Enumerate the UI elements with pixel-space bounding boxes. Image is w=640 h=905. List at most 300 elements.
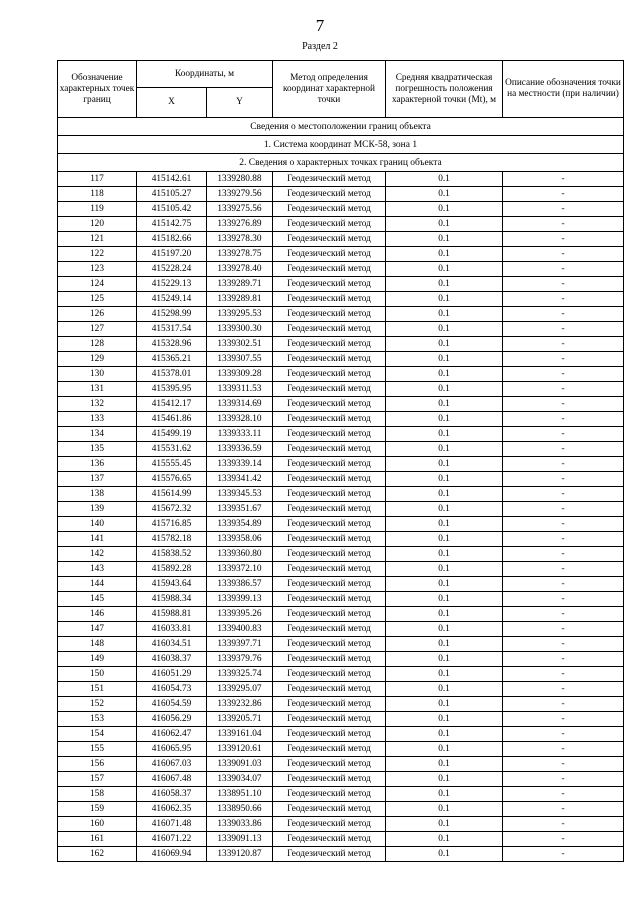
cell-coord-y: 1339325.74: [207, 667, 273, 682]
cell-description: -: [503, 202, 624, 217]
cell-description: -: [503, 367, 624, 382]
cell-description: -: [503, 322, 624, 337]
table-row: [58, 547, 624, 562]
cell-coord-y: 1339279.56: [207, 187, 273, 202]
cell-description: -: [503, 637, 624, 652]
cell-coord-y: 1339386.57: [207, 577, 273, 592]
cell-description: -: [503, 697, 624, 712]
banner-coordinate-system: 1. Система координат МСК-58, зона 1: [58, 136, 624, 154]
cell-description: -: [503, 262, 624, 277]
cell-coord-x: 416034.51: [137, 637, 207, 652]
cell-coord-x: 415988.81: [137, 607, 207, 622]
cell-description: -: [503, 622, 624, 637]
cell-coord-x: 416062.47: [137, 727, 207, 742]
cell-accuracy: 0.1: [386, 262, 503, 277]
cell-method: Геодезический метод: [273, 337, 386, 352]
cell-description: -: [503, 412, 624, 427]
cell-point-id: 161: [58, 832, 137, 847]
cell-point-id: 145: [58, 592, 137, 607]
cell-method: Геодезический метод: [273, 382, 386, 397]
cell-coord-y: 1339091.13: [207, 832, 273, 847]
cell-point-id: 120: [58, 217, 137, 232]
cell-accuracy: 0.1: [386, 577, 503, 592]
cell-accuracy: 0.1: [386, 832, 503, 847]
cell-point-id: 134: [58, 427, 137, 442]
cell-accuracy: 0.1: [386, 247, 503, 262]
cell-description: -: [503, 487, 624, 502]
table-body: [58, 172, 624, 862]
cell-coord-x: 415461.86: [137, 412, 207, 427]
cell-coord-y: 1339289.71: [207, 277, 273, 292]
cell-accuracy: 0.1: [386, 817, 503, 832]
table-row: [58, 712, 624, 727]
cell-method: Геодезический метод: [273, 607, 386, 622]
cell-accuracy: 0.1: [386, 322, 503, 337]
cell-method: Геодезический метод: [273, 637, 386, 652]
cell-accuracy: 0.1: [386, 517, 503, 532]
cell-accuracy: 0.1: [386, 217, 503, 232]
cell-description: -: [503, 847, 624, 862]
header-point: Обозначение характерных точек границ: [58, 61, 137, 118]
cell-point-id: 136: [58, 457, 137, 472]
cell-method: Геодезический метод: [273, 667, 386, 682]
cell-point-id: 122: [58, 247, 137, 262]
cell-coord-y: 1339314.69: [207, 397, 273, 412]
cell-coord-x: 415228.24: [137, 262, 207, 277]
cell-method: Геодезический метод: [273, 817, 386, 832]
cell-method: Геодезический метод: [273, 217, 386, 232]
cell-description: -: [503, 652, 624, 667]
cell-coord-y: 1339120.87: [207, 847, 273, 862]
cell-coord-x: 415298.99: [137, 307, 207, 322]
cell-description: -: [503, 667, 624, 682]
table-row: [58, 457, 624, 472]
cell-point-id: 149: [58, 652, 137, 667]
cell-coord-x: 416058.37: [137, 787, 207, 802]
cell-coord-y: 1339379.76: [207, 652, 273, 667]
cell-description: -: [503, 277, 624, 292]
cell-coord-y: 1339345.53: [207, 487, 273, 502]
cell-description: -: [503, 232, 624, 247]
cell-coord-y: 1339280.88: [207, 172, 273, 187]
cell-coord-y: 1339275.56: [207, 202, 273, 217]
cell-coord-y: 1339336.59: [207, 442, 273, 457]
table-row: [58, 757, 624, 772]
cell-description: -: [503, 607, 624, 622]
cell-description: -: [503, 832, 624, 847]
cell-coord-y: 1339120.61: [207, 742, 273, 757]
table-row: [58, 832, 624, 847]
cell-coord-y: 1339278.30: [207, 232, 273, 247]
cell-method: Геодезический метод: [273, 292, 386, 307]
table-row: [58, 742, 624, 757]
cell-coord-x: 416065.95: [137, 742, 207, 757]
table-row: [58, 382, 624, 397]
cell-method: Геодезический метод: [273, 247, 386, 262]
cell-coord-x: 416054.73: [137, 682, 207, 697]
table-row: [58, 472, 624, 487]
cell-description: -: [503, 772, 624, 787]
cell-method: Геодезический метод: [273, 457, 386, 472]
cell-point-id: 156: [58, 757, 137, 772]
cell-coord-x: 415412.17: [137, 397, 207, 412]
cell-coord-x: 415576.65: [137, 472, 207, 487]
cell-coord-y: 1339307.55: [207, 352, 273, 367]
cell-point-id: 155: [58, 742, 137, 757]
cell-point-id: 152: [58, 697, 137, 712]
cell-point-id: 128: [58, 337, 137, 352]
cell-coord-x: 415672.32: [137, 502, 207, 517]
cell-coord-x: 415317.54: [137, 322, 207, 337]
cell-point-id: 143: [58, 562, 137, 577]
table-row: [58, 577, 624, 592]
cell-coord-x: 416071.22: [137, 832, 207, 847]
cell-point-id: 140: [58, 517, 137, 532]
cell-description: -: [503, 217, 624, 232]
table-row: [58, 607, 624, 622]
cell-coord-x: 415892.28: [137, 562, 207, 577]
table-row: [58, 397, 624, 412]
cell-accuracy: 0.1: [386, 652, 503, 667]
table-row: [58, 322, 624, 337]
cell-coord-x: 415378.01: [137, 367, 207, 382]
cell-method: Геодезический метод: [273, 772, 386, 787]
cell-method: Геодезический метод: [273, 172, 386, 187]
header-y: Y: [207, 88, 273, 118]
cell-coord-y: 1339333.11: [207, 427, 273, 442]
cell-coord-x: 416051.29: [137, 667, 207, 682]
cell-coord-x: 416033.81: [137, 622, 207, 637]
table-row: [58, 367, 624, 382]
cell-method: Геодезический метод: [273, 847, 386, 862]
table-row: [58, 352, 624, 367]
cell-coord-x: 415249.14: [137, 292, 207, 307]
cell-point-id: 126: [58, 307, 137, 322]
cell-accuracy: 0.1: [386, 457, 503, 472]
cell-method: Геодезический метод: [273, 472, 386, 487]
cell-method: Геодезический метод: [273, 712, 386, 727]
table-row: [58, 517, 624, 532]
cell-point-id: 159: [58, 802, 137, 817]
cell-description: -: [503, 307, 624, 322]
cell-accuracy: 0.1: [386, 592, 503, 607]
cell-method: Геодезический метод: [273, 517, 386, 532]
cell-method: Геодезический метод: [273, 547, 386, 562]
cell-coord-x: 416067.48: [137, 772, 207, 787]
cell-coord-y: 1339278.75: [207, 247, 273, 262]
cell-description: -: [503, 562, 624, 577]
table-row: [58, 652, 624, 667]
cell-description: -: [503, 502, 624, 517]
cell-coord-x: 415943.64: [137, 577, 207, 592]
cell-method: Геодезический метод: [273, 577, 386, 592]
cell-coord-y: 1339289.81: [207, 292, 273, 307]
cell-accuracy: 0.1: [386, 397, 503, 412]
cell-description: -: [503, 532, 624, 547]
cell-accuracy: 0.1: [386, 367, 503, 382]
cell-accuracy: 0.1: [386, 202, 503, 217]
cell-method: Геодезический метод: [273, 307, 386, 322]
banner-object-boundaries: Сведения о местоположении границ объекта: [58, 118, 624, 136]
cell-description: -: [503, 457, 624, 472]
page-number: 7: [315, 16, 325, 35]
section-title: Раздел 2: [302, 41, 338, 52]
cell-coord-x: 415838.52: [137, 547, 207, 562]
cell-coord-x: 416071.48: [137, 817, 207, 832]
cell-coord-x: 415365.21: [137, 352, 207, 367]
cell-coord-y: 1339276.89: [207, 217, 273, 232]
cell-method: Геодезический метод: [273, 652, 386, 667]
cell-coord-x: 415555.45: [137, 457, 207, 472]
cell-coord-y: 1338951.10: [207, 787, 273, 802]
cell-method: Геодезический метод: [273, 757, 386, 772]
cell-coord-x: 415395.95: [137, 382, 207, 397]
table-row: [58, 562, 624, 577]
table-row: [58, 487, 624, 502]
cell-method: Геодезический метод: [273, 322, 386, 337]
table-row: [58, 637, 624, 652]
cell-description: -: [503, 337, 624, 352]
cell-coord-y: 1339309.28: [207, 367, 273, 382]
table-row: [58, 502, 624, 517]
cell-coord-y: 1339339.14: [207, 457, 273, 472]
cell-accuracy: 0.1: [386, 502, 503, 517]
cell-accuracy: 0.1: [386, 757, 503, 772]
cell-method: Геодезический метод: [273, 697, 386, 712]
cell-accuracy: 0.1: [386, 472, 503, 487]
cell-method: Геодезический метод: [273, 232, 386, 247]
cell-description: -: [503, 517, 624, 532]
cell-method: Геодезический метод: [273, 187, 386, 202]
cell-coord-y: 1339232.86: [207, 697, 273, 712]
cell-point-id: 160: [58, 817, 137, 832]
table-row: [58, 427, 624, 442]
cell-point-id: 157: [58, 772, 137, 787]
cell-coord-x: 415499.19: [137, 427, 207, 442]
cell-coord-x: 415142.75: [137, 217, 207, 232]
cell-accuracy: 0.1: [386, 607, 503, 622]
table-row: [58, 847, 624, 862]
cell-point-id: 150: [58, 667, 137, 682]
header-x: X: [137, 88, 207, 118]
cell-coord-x: 415782.18: [137, 532, 207, 547]
cell-point-id: 117: [58, 172, 137, 187]
cell-accuracy: 0.1: [386, 412, 503, 427]
cell-coord-x: 416038.37: [137, 652, 207, 667]
cell-point-id: 153: [58, 712, 137, 727]
cell-coord-y: 1339311.53: [207, 382, 273, 397]
cell-accuracy: 0.1: [386, 442, 503, 457]
cell-method: Геодезический метод: [273, 682, 386, 697]
cell-coord-y: 1338950.66: [207, 802, 273, 817]
cell-point-id: 133: [58, 412, 137, 427]
table-row: [58, 817, 624, 832]
table-row: [58, 202, 624, 217]
boundary-points-table: [57, 60, 624, 862]
cell-coord-y: 1339341.42: [207, 472, 273, 487]
cell-accuracy: 0.1: [386, 637, 503, 652]
cell-point-id: 123: [58, 262, 137, 277]
cell-description: -: [503, 742, 624, 757]
cell-point-id: 147: [58, 622, 137, 637]
cell-point-id: 131: [58, 382, 137, 397]
cell-description: -: [503, 817, 624, 832]
cell-description: -: [503, 712, 624, 727]
cell-point-id: 139: [58, 502, 137, 517]
cell-description: -: [503, 727, 624, 742]
cell-description: -: [503, 292, 624, 307]
table-banners: [58, 118, 624, 172]
cell-method: Геодезический метод: [273, 727, 386, 742]
cell-description: -: [503, 172, 624, 187]
table-row: [58, 667, 624, 682]
cell-point-id: 130: [58, 367, 137, 382]
cell-accuracy: 0.1: [386, 487, 503, 502]
banner-characteristic-points: 2. Сведения о характерных точках границ объекта: [58, 154, 624, 172]
table-row: [58, 247, 624, 262]
table-header: [58, 61, 624, 118]
cell-accuracy: 0.1: [386, 292, 503, 307]
table-row: [58, 292, 624, 307]
cell-coord-y: 1339395.26: [207, 607, 273, 622]
cell-method: Геодезический метод: [273, 412, 386, 427]
cell-accuracy: 0.1: [386, 787, 503, 802]
table-row: [58, 802, 624, 817]
cell-accuracy: 0.1: [386, 772, 503, 787]
cell-accuracy: 0.1: [386, 667, 503, 682]
cell-method: Геодезический метод: [273, 262, 386, 277]
cell-coord-x: 415229.13: [137, 277, 207, 292]
cell-coord-x: 415105.42: [137, 202, 207, 217]
cell-coord-x: 415182.66: [137, 232, 207, 247]
cell-accuracy: 0.1: [386, 277, 503, 292]
cell-method: Геодезический метод: [273, 532, 386, 547]
table-row: [58, 622, 624, 637]
cell-description: -: [503, 592, 624, 607]
table-row: [58, 442, 624, 457]
header-accuracy: Средняя квадратическая погрешность положения характерной точки (Mt), м: [386, 61, 503, 118]
table-row: [58, 682, 624, 697]
header-method: Метод определения координат характерной точки: [273, 61, 386, 118]
cell-accuracy: 0.1: [386, 847, 503, 862]
table-row: [58, 217, 624, 232]
cell-accuracy: 0.1: [386, 532, 503, 547]
cell-method: Геодезический метод: [273, 787, 386, 802]
table-row: [58, 187, 624, 202]
cell-coord-x: 416069.94: [137, 847, 207, 862]
cell-accuracy: 0.1: [386, 382, 503, 397]
cell-method: Геодезический метод: [273, 832, 386, 847]
cell-coord-y: 1339400.83: [207, 622, 273, 637]
cell-point-id: 138: [58, 487, 137, 502]
cell-method: Геодезический метод: [273, 487, 386, 502]
cell-point-id: 118: [58, 187, 137, 202]
cell-accuracy: 0.1: [386, 337, 503, 352]
table-row: [58, 172, 624, 187]
table-row: [58, 697, 624, 712]
cell-method: Геодезический метод: [273, 367, 386, 382]
cell-coord-y: 1339091.03: [207, 757, 273, 772]
cell-point-id: 127: [58, 322, 137, 337]
cell-description: -: [503, 757, 624, 772]
cell-coord-y: 1339302.51: [207, 337, 273, 352]
cell-point-id: 129: [58, 352, 137, 367]
cell-point-id: 121: [58, 232, 137, 247]
cell-method: Геодезический метод: [273, 427, 386, 442]
cell-method: Геодезический метод: [273, 802, 386, 817]
cell-description: -: [503, 442, 624, 457]
cell-description: -: [503, 247, 624, 262]
cell-accuracy: 0.1: [386, 352, 503, 367]
cell-description: -: [503, 352, 624, 367]
cell-coord-y: 1339358.06: [207, 532, 273, 547]
cell-coord-y: 1339278.40: [207, 262, 273, 277]
cell-method: Геодезический метод: [273, 592, 386, 607]
cell-point-id: 119: [58, 202, 137, 217]
cell-description: -: [503, 397, 624, 412]
cell-point-id: 151: [58, 682, 137, 697]
cell-accuracy: 0.1: [386, 622, 503, 637]
cell-coord-x: 415142.61: [137, 172, 207, 187]
cell-coord-x: 415531.62: [137, 442, 207, 457]
cell-description: -: [503, 802, 624, 817]
table-row: [58, 592, 624, 607]
cell-description: -: [503, 472, 624, 487]
cell-coord-y: 1339300.30: [207, 322, 273, 337]
header-coordinates: Координаты, м: [137, 61, 273, 88]
cell-accuracy: 0.1: [386, 187, 503, 202]
cell-point-id: 158: [58, 787, 137, 802]
table-row: [58, 787, 624, 802]
cell-accuracy: 0.1: [386, 712, 503, 727]
cell-method: Геодезический метод: [273, 562, 386, 577]
cell-coord-y: 1339354.89: [207, 517, 273, 532]
cell-method: Геодезический метод: [273, 202, 386, 217]
cell-coord-y: 1339397.71: [207, 637, 273, 652]
cell-accuracy: 0.1: [386, 742, 503, 757]
cell-point-id: 125: [58, 292, 137, 307]
cell-coord-x: 416067.03: [137, 757, 207, 772]
cell-method: Геодезический метод: [273, 442, 386, 457]
cell-coord-x: 415328.96: [137, 337, 207, 352]
cell-point-id: 124: [58, 277, 137, 292]
cell-point-id: 132: [58, 397, 137, 412]
cell-coord-x: 415614.99: [137, 487, 207, 502]
cell-method: Геодезический метод: [273, 742, 386, 757]
cell-point-id: 141: [58, 532, 137, 547]
cell-coord-x: 416056.29: [137, 712, 207, 727]
cell-accuracy: 0.1: [386, 172, 503, 187]
cell-point-id: 162: [58, 847, 137, 862]
cell-description: -: [503, 787, 624, 802]
cell-coord-y: 1339360.80: [207, 547, 273, 562]
cell-coord-x: 415197.20: [137, 247, 207, 262]
cell-accuracy: 0.1: [386, 547, 503, 562]
cell-coord-y: 1339033.86: [207, 817, 273, 832]
cell-point-id: 148: [58, 637, 137, 652]
cell-coord-y: 1339399.13: [207, 592, 273, 607]
cell-coord-y: 1339205.71: [207, 712, 273, 727]
cell-point-id: 137: [58, 472, 137, 487]
cell-accuracy: 0.1: [386, 697, 503, 712]
cell-coord-x: 416062.35: [137, 802, 207, 817]
cell-accuracy: 0.1: [386, 682, 503, 697]
cell-coord-y: 1339161.04: [207, 727, 273, 742]
table-row: [58, 337, 624, 352]
cell-coord-y: 1339351.67: [207, 502, 273, 517]
cell-coord-x: 415716.85: [137, 517, 207, 532]
cell-description: -: [503, 577, 624, 592]
